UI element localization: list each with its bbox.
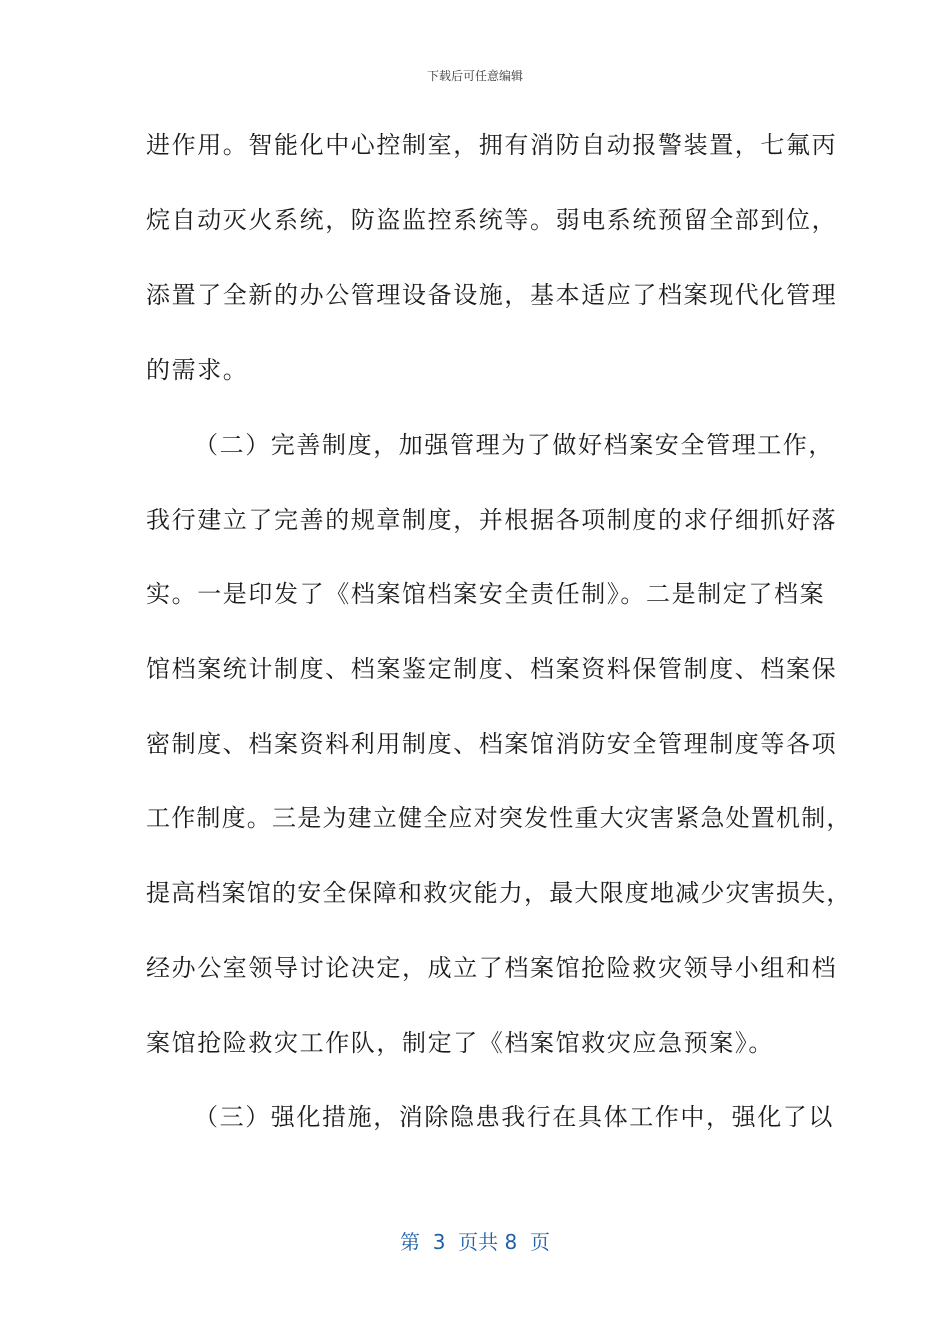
paragraph-line: 案馆抢险救灾工作队，制定了《档案馆救灾应急预案》。 (146, 1029, 774, 1057)
paragraph-line: （二）完善制度，加强管理为了做好档案安全管理工作， (194, 431, 834, 459)
header-note: 下载后可任意编辑 (426, 69, 523, 83)
paragraph-line: 提高档案馆的安全保障和救灾能力，最大限度地减少灾害损失， (146, 879, 852, 907)
paragraph-line: 密制度、档案资料利用制度、档案馆消防安全管理制度等各项 (146, 730, 838, 758)
paragraph-line: （三）强化措施，消除隐患我行在具体工作中，强化了以 (194, 1103, 834, 1131)
paragraph-line: 经办公室领导讨论决定，成立了档案馆抢险救灾领导小组和档 (146, 954, 838, 982)
page-number: 第 3 页共 8 页 (400, 1230, 550, 1254)
paragraph-line: 烷自动灭火系统，防盗监控系统等。弱电系统预留全部到位， (146, 206, 838, 234)
paragraph-line: 进作用。智能化中心控制室，拥有消防自动报警装置，七氟丙 (146, 131, 838, 159)
paragraph-line: 的需求。 (146, 356, 249, 384)
paragraph-line: 添置了全新的办公管理设备设施，基本适应了档案现代化管理 (146, 281, 838, 309)
paragraph-line: 实。一是印发了《档案馆档案安全责任制》。二是制定了档案 (146, 580, 826, 608)
paragraph-line: 我行建立了完善的规章制度，并根据各项制度的求仔细抓好落 (146, 506, 838, 534)
paragraph-line: 工作制度。三是为建立健全应对突发性重大灾害紧急处置机制， (146, 804, 852, 832)
paragraph-line: 馆档案统计制度、档案鉴定制度、档案资料保管制度、档案保 (146, 655, 838, 683)
